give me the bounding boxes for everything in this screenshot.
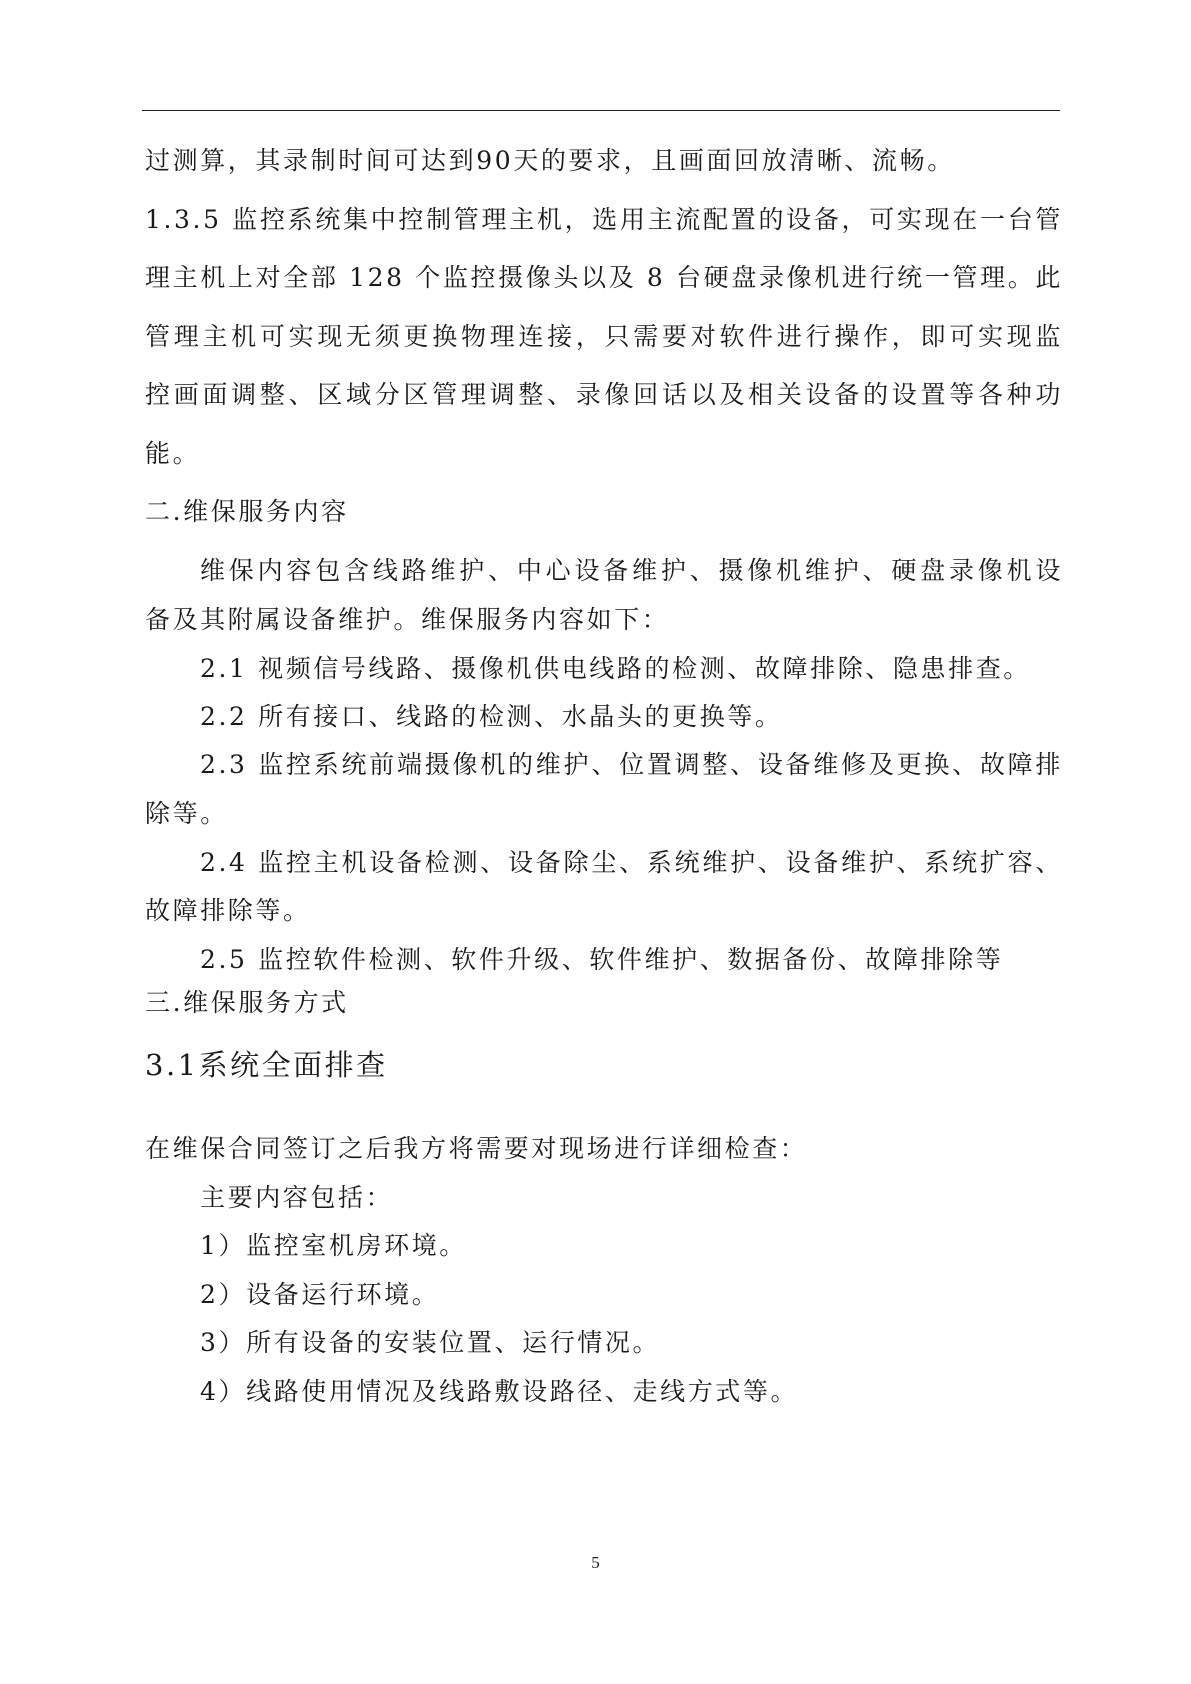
list-item: 2.5 监控软件检测、软件升级、软件维护、数据备份、故障排除等: [200, 945, 1004, 974]
body-line: 维保内容包含线路维护、中心设备维护、摄像机维护、硬盘录像机设: [200, 556, 1063, 585]
list-item: 2.4 监控主机设备检测、设备除尘、系统维护、设备维护、系统扩容、: [200, 848, 1063, 877]
list-item: 1）监控室机房环境。: [200, 1231, 467, 1260]
header-rule: [142, 110, 1060, 111]
body-line: 备及其附属设备维护。维保服务内容如下：: [145, 605, 670, 634]
list-item-continuation: 除等。: [145, 799, 228, 828]
list-item: 2.2 所有接口、线路的检测、水晶头的更换等。: [200, 702, 783, 731]
body-line: 1.3.5 监控系统集中控制管理主机，选用主流配置的设备，可实现在一台管: [145, 205, 1063, 234]
list-item: 3）所有设备的安装位置、运行情况。: [200, 1328, 661, 1357]
body-line: 管理主机可实现无须更换物理连接，只需要对软件进行操作，即可实现监: [145, 322, 1063, 351]
list-item: 2.1 视频信号线路、摄像机供电线路的检测、故障排除、隐患排查。: [200, 654, 1031, 683]
list-item: 4）线路使用情况及线路敷设路径、走线方式等。: [200, 1377, 799, 1406]
page-number: 5: [591, 1553, 600, 1572]
body-line: 过测算，其录制时间可达到90天的要求，且画面回放清晰、流畅。: [145, 146, 955, 175]
section-heading: 三.维保服务方式: [145, 988, 349, 1017]
body-line: 理主机上对全部 128 个监控摄像头以及 8 台硬盘录像机进行统一管理。此: [145, 263, 1063, 292]
body-line: 能。: [145, 439, 201, 468]
list-item: 2.3 监控系统前端摄像机的维护、位置调整、设备维修及更换、故障排: [200, 750, 1063, 779]
body-line: 控画面调整、区域分区管理调整、录像回话以及相关设备的设置等各种功: [145, 380, 1063, 409]
list-item: 2）设备运行环境。: [200, 1280, 440, 1309]
body-line: 主要内容包括：: [200, 1183, 394, 1212]
section-heading: 二.维保服务内容: [145, 497, 349, 526]
subsection-heading: 3.1系统全面排查: [145, 1048, 388, 1082]
body-line: 在维保合同签订之后我方将需要对现场进行详细检查：: [145, 1134, 808, 1163]
list-item-continuation: 故障排除等。: [145, 896, 311, 925]
